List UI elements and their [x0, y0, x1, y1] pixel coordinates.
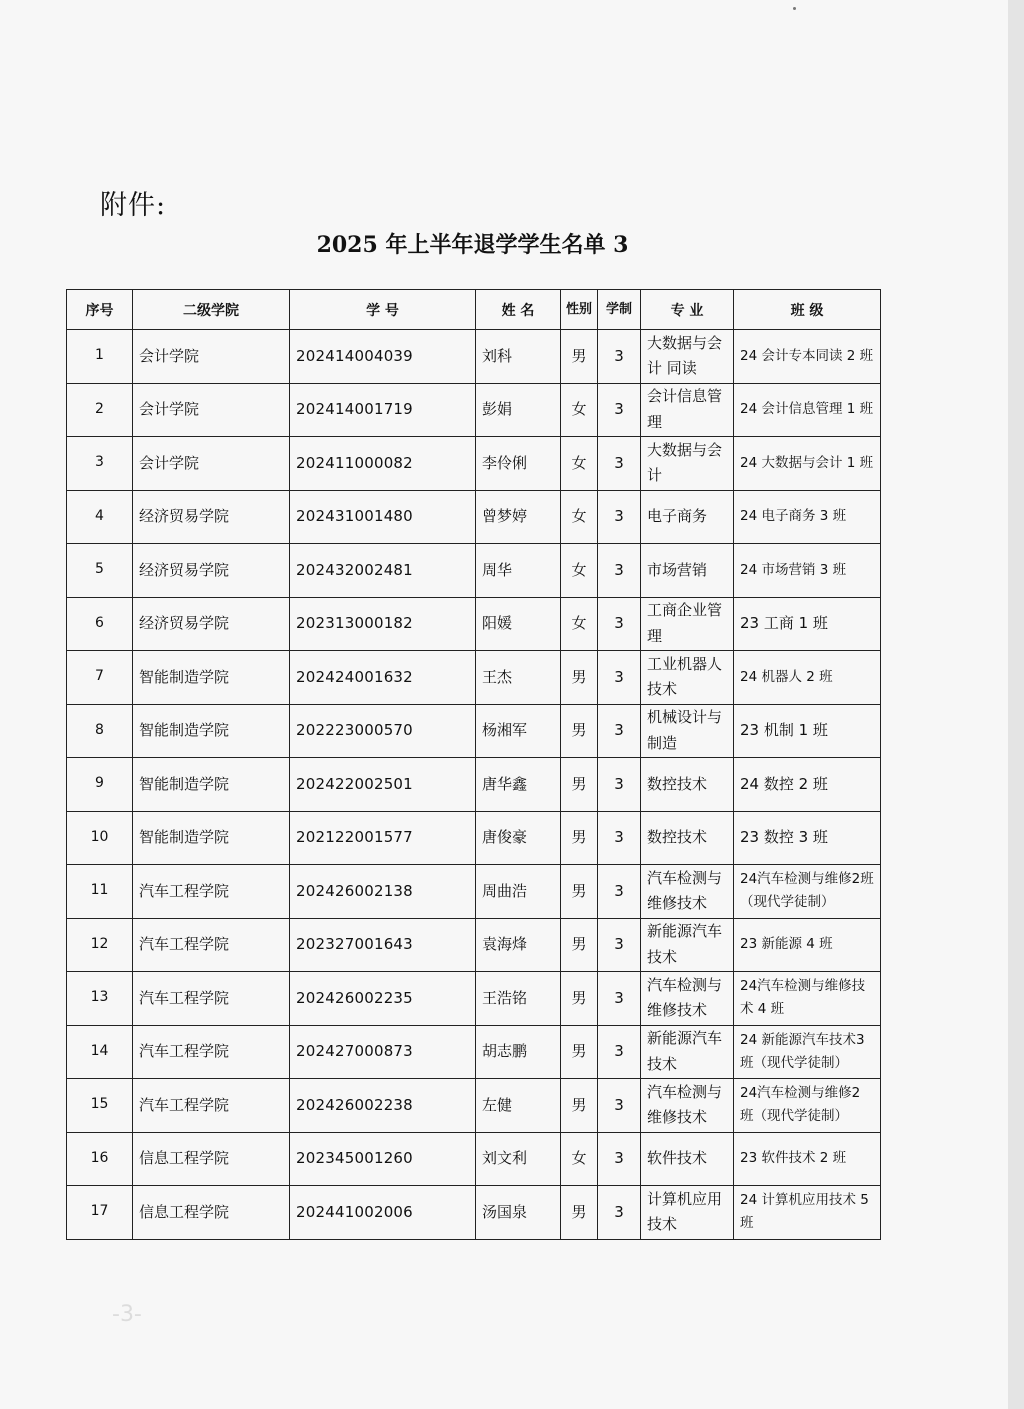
cell-name: 彭娟	[476, 383, 561, 437]
cell-name: 袁海烽	[476, 918, 561, 972]
cell-class: 24 计算机应用技术 5 班	[734, 1186, 881, 1240]
cell-index: 16	[67, 1132, 133, 1186]
cell-major: 工业机器人技术	[641, 651, 734, 705]
cell-gender: 女	[561, 544, 598, 598]
attachment-label: 附件:	[100, 190, 167, 221]
cell-major: 电子商务	[641, 490, 734, 544]
cell-gender: 男	[561, 1079, 598, 1133]
table-row	[67, 330, 881, 384]
cell-student-id: 202431001480	[290, 490, 476, 544]
cell-class: 24 会计专本同读 2 班	[734, 330, 881, 384]
cell-student-id: 202426002238	[290, 1079, 476, 1133]
cell-student-id: 202414001719	[290, 383, 476, 437]
cell-index: 2	[67, 383, 133, 437]
cell-gender: 女	[561, 437, 598, 491]
cell-major: 计算机应用技术	[641, 1186, 734, 1240]
cell-major: 工商企业管理	[641, 597, 734, 651]
cell-student-id: 202424001632	[290, 651, 476, 705]
cell-name: 刘文利	[476, 1132, 561, 1186]
cell-class: 24 新能源汽车技术3 班（现代学徒制）	[734, 1025, 881, 1079]
cell-years: 3	[598, 490, 641, 544]
scan-edge	[1008, 0, 1024, 1409]
cell-class: 23 机制 1 班	[734, 704, 881, 758]
table-row	[67, 758, 881, 812]
header-index: 序号	[67, 290, 133, 330]
cell-name: 汤国泉	[476, 1186, 561, 1240]
cell-years: 3	[598, 1186, 641, 1240]
cell-class: 23 工商 1 班	[734, 597, 881, 651]
page-number: -3-	[112, 1302, 142, 1327]
cell-student-id: 202223000570	[290, 704, 476, 758]
cell-years: 3	[598, 972, 641, 1026]
cell-major: 数控技术	[641, 811, 734, 865]
cell-index: 3	[67, 437, 133, 491]
cell-class: 24汽车检测与维修2 班（现代学徒制）	[734, 1079, 881, 1133]
table-row	[67, 972, 881, 1026]
table-row	[67, 1186, 881, 1240]
cell-years: 3	[598, 1132, 641, 1186]
table-row	[67, 490, 881, 544]
cell-college: 信息工程学院	[133, 1186, 290, 1240]
cell-name: 李伶俐	[476, 437, 561, 491]
cell-college: 会计学院	[133, 383, 290, 437]
cell-major: 会计信息管理	[641, 383, 734, 437]
header-gender: 性别	[561, 290, 598, 330]
cell-gender: 男	[561, 972, 598, 1026]
cell-college: 智能制造学院	[133, 651, 290, 705]
cell-gender: 女	[561, 597, 598, 651]
cell-index: 13	[67, 972, 133, 1026]
cell-major: 大数据与会计 同读	[641, 330, 734, 384]
withdrawal-student-table	[66, 289, 881, 1240]
cell-years: 3	[598, 651, 641, 705]
cell-years: 3	[598, 811, 641, 865]
table-header-row	[67, 290, 881, 330]
cell-index: 14	[67, 1025, 133, 1079]
cell-class: 23 新能源 4 班	[734, 918, 881, 972]
table-row	[67, 1132, 881, 1186]
cell-index: 12	[67, 918, 133, 972]
table-row	[67, 704, 881, 758]
cell-college: 智能制造学院	[133, 758, 290, 812]
table-row	[67, 597, 881, 651]
cell-major: 汽车检测与维修技术	[641, 972, 734, 1026]
cell-years: 3	[598, 544, 641, 598]
table-row	[67, 651, 881, 705]
cell-student-id: 202411000082	[290, 437, 476, 491]
cell-years: 3	[598, 597, 641, 651]
cell-student-id: 202422002501	[290, 758, 476, 812]
table-row	[67, 544, 881, 598]
cell-student-id: 202426002235	[290, 972, 476, 1026]
cell-college: 会计学院	[133, 437, 290, 491]
cell-years: 3	[598, 383, 641, 437]
cell-student-id: 202426002138	[290, 865, 476, 919]
cell-name: 周曲浩	[476, 865, 561, 919]
cell-gender: 男	[561, 1186, 598, 1240]
table-row	[67, 383, 881, 437]
cell-name: 刘科	[476, 330, 561, 384]
header-college: 二级学院	[133, 290, 290, 330]
document-title: 2025 年上半年退学学生名单 3	[316, 232, 629, 258]
cell-years: 3	[598, 1079, 641, 1133]
cell-major: 新能源汽车技术	[641, 918, 734, 972]
cell-index: 7	[67, 651, 133, 705]
cell-gender: 女	[561, 490, 598, 544]
cell-years: 3	[598, 865, 641, 919]
cell-college: 经济贸易学院	[133, 597, 290, 651]
cell-index: 9	[67, 758, 133, 812]
cell-class: 24 会计信息管理 1 班	[734, 383, 881, 437]
cell-college: 智能制造学院	[133, 704, 290, 758]
cell-college: 汽车工程学院	[133, 972, 290, 1026]
cell-major: 汽车检测与维修技术	[641, 1079, 734, 1133]
cell-student-id: 202327001643	[290, 918, 476, 972]
cell-gender: 女	[561, 1132, 598, 1186]
header-student-id: 学 号	[290, 290, 476, 330]
cell-college: 汽车工程学院	[133, 918, 290, 972]
header-major: 专 业	[641, 290, 734, 330]
cell-major: 大数据与会计	[641, 437, 734, 491]
cell-name: 左健	[476, 1079, 561, 1133]
cell-name: 周华	[476, 544, 561, 598]
cell-college: 信息工程学院	[133, 1132, 290, 1186]
cell-name: 胡志鹏	[476, 1025, 561, 1079]
cell-name: 王杰	[476, 651, 561, 705]
cell-student-id: 202441002006	[290, 1186, 476, 1240]
cell-name: 唐俊豪	[476, 811, 561, 865]
cell-name: 阳媛	[476, 597, 561, 651]
cell-major: 汽车检测与维修技术	[641, 865, 734, 919]
cell-college: 汽车工程学院	[133, 865, 290, 919]
table-row	[67, 1079, 881, 1133]
cell-index: 11	[67, 865, 133, 919]
cell-years: 3	[598, 704, 641, 758]
cell-years: 3	[598, 330, 641, 384]
table-row	[67, 865, 881, 919]
cell-college: 会计学院	[133, 330, 290, 384]
cell-name: 王浩铭	[476, 972, 561, 1026]
cell-index: 8	[67, 704, 133, 758]
table-row	[67, 811, 881, 865]
cell-student-id: 202122001577	[290, 811, 476, 865]
cell-class: 24汽车检测与维修技术 4 班	[734, 972, 881, 1026]
cell-class: 24汽车检测与维修2班（现代学徒制）	[734, 865, 881, 919]
header-name: 姓 名	[476, 290, 561, 330]
cell-name: 曾梦婷	[476, 490, 561, 544]
cell-major: 新能源汽车技术	[641, 1025, 734, 1079]
cell-college: 经济贸易学院	[133, 490, 290, 544]
cell-class: 24 电子商务 3 班	[734, 490, 881, 544]
cell-name: 杨湘军	[476, 704, 561, 758]
cell-years: 3	[598, 918, 641, 972]
scan-speck	[793, 7, 796, 10]
cell-class: 24 市场营销 3 班	[734, 544, 881, 598]
cell-index: 6	[67, 597, 133, 651]
cell-index: 4	[67, 490, 133, 544]
cell-index: 10	[67, 811, 133, 865]
cell-gender: 男	[561, 704, 598, 758]
cell-gender: 男	[561, 918, 598, 972]
cell-student-id: 202414004039	[290, 330, 476, 384]
cell-class: 23 软件技术 2 班	[734, 1132, 881, 1186]
cell-student-id: 202345001260	[290, 1132, 476, 1186]
cell-student-id: 202313000182	[290, 597, 476, 651]
cell-major: 软件技术	[641, 1132, 734, 1186]
cell-gender: 男	[561, 758, 598, 812]
cell-gender: 男	[561, 651, 598, 705]
cell-class: 24 大数据与会计 1 班	[734, 437, 881, 491]
cell-gender: 男	[561, 1025, 598, 1079]
cell-index: 1	[67, 330, 133, 384]
cell-gender: 男	[561, 865, 598, 919]
cell-student-id: 202427000873	[290, 1025, 476, 1079]
cell-gender: 男	[561, 811, 598, 865]
cell-major: 市场营销	[641, 544, 734, 598]
cell-index: 5	[67, 544, 133, 598]
cell-index: 15	[67, 1079, 133, 1133]
cell-college: 经济贸易学院	[133, 544, 290, 598]
cell-college: 智能制造学院	[133, 811, 290, 865]
cell-college: 汽车工程学院	[133, 1079, 290, 1133]
cell-name: 唐华鑫	[476, 758, 561, 812]
header-class: 班 级	[734, 290, 881, 330]
table-row	[67, 918, 881, 972]
cell-years: 3	[598, 437, 641, 491]
cell-student-id: 202432002481	[290, 544, 476, 598]
header-years: 学制	[598, 290, 641, 330]
cell-class: 23 数控 3 班	[734, 811, 881, 865]
cell-major: 机械设计与制造	[641, 704, 734, 758]
cell-college: 汽车工程学院	[133, 1025, 290, 1079]
cell-years: 3	[598, 1025, 641, 1079]
cell-class: 24 数控 2 班	[734, 758, 881, 812]
cell-gender: 女	[561, 383, 598, 437]
cell-class: 24 机器人 2 班	[734, 651, 881, 705]
table-row	[67, 1025, 881, 1079]
table-row	[67, 437, 881, 491]
cell-years: 3	[598, 758, 641, 812]
cell-gender: 男	[561, 330, 598, 384]
cell-index: 17	[67, 1186, 133, 1240]
cell-major: 数控技术	[641, 758, 734, 812]
